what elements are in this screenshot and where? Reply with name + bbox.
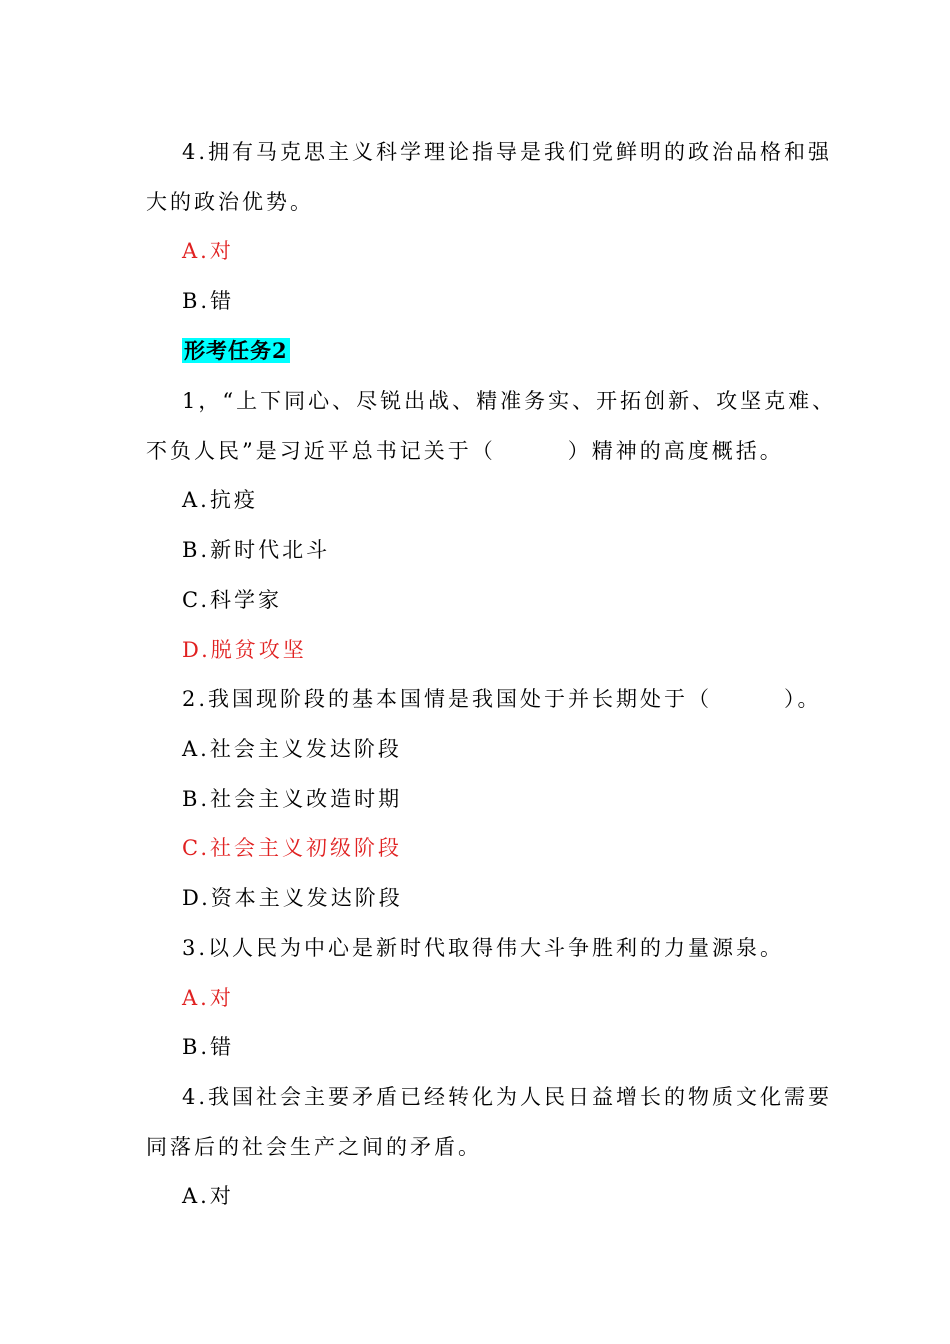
question-2-text: 2.我国现阶段的基本国情是我国处于并长期处于（ ）。 — [182, 687, 822, 711]
question-2-option-b: B.社会主义改造时期 — [182, 787, 403, 811]
question-4-text-line-2: 大的政治优势。 — [146, 190, 314, 214]
question-1-text-line-2: 不负人民”是习近平总书记关于（ ）精神的高度概括。 — [146, 439, 784, 463]
question-3-option-b: B.错 — [182, 1035, 235, 1059]
section-heading-label: 形考任务2 — [184, 338, 288, 363]
question-3-text: 3.以人民为中心是新时代取得伟大斗争胜利的力量源泉。 — [182, 936, 785, 960]
question-1-option-c: C.科学家 — [182, 588, 282, 612]
question-1-option-a: A.抗疫 — [182, 488, 258, 512]
question-3-option-a-answer: A.对 — [182, 986, 234, 1010]
question-1-option-b: B.新时代北斗 — [182, 538, 331, 562]
question-4-text-line-1: 4.拥有马克思主义科学理论指导是我们党鲜明的政治品格和强 — [182, 140, 833, 164]
question-4b-text-line-1: 4.我国社会主要矛盾已经转化为人民日益增长的物质文化需要 — [182, 1085, 833, 1109]
section-heading — [182, 336, 290, 366]
question-1-text-line-1: 1，“上下同心、尽锐出战、精准务实、开拓创新、攻坚克难、 — [182, 389, 837, 413]
question-2-option-a: A.社会主义发达阶段 — [182, 737, 402, 761]
question-4-option-a-answer: A.对 — [182, 239, 234, 263]
question-2-option-d: D.资本主义发达阶段 — [182, 886, 403, 910]
question-1-option-d-answer: D.脱贫攻坚 — [182, 638, 307, 662]
question-4b-option-a: A.对 — [182, 1184, 234, 1208]
question-4b-text-line-2: 同落后的社会生产之间的矛盾。 — [146, 1135, 482, 1159]
question-2-option-c-answer: C.社会主义初级阶段 — [182, 836, 402, 860]
question-4-option-b: B.错 — [182, 289, 235, 313]
